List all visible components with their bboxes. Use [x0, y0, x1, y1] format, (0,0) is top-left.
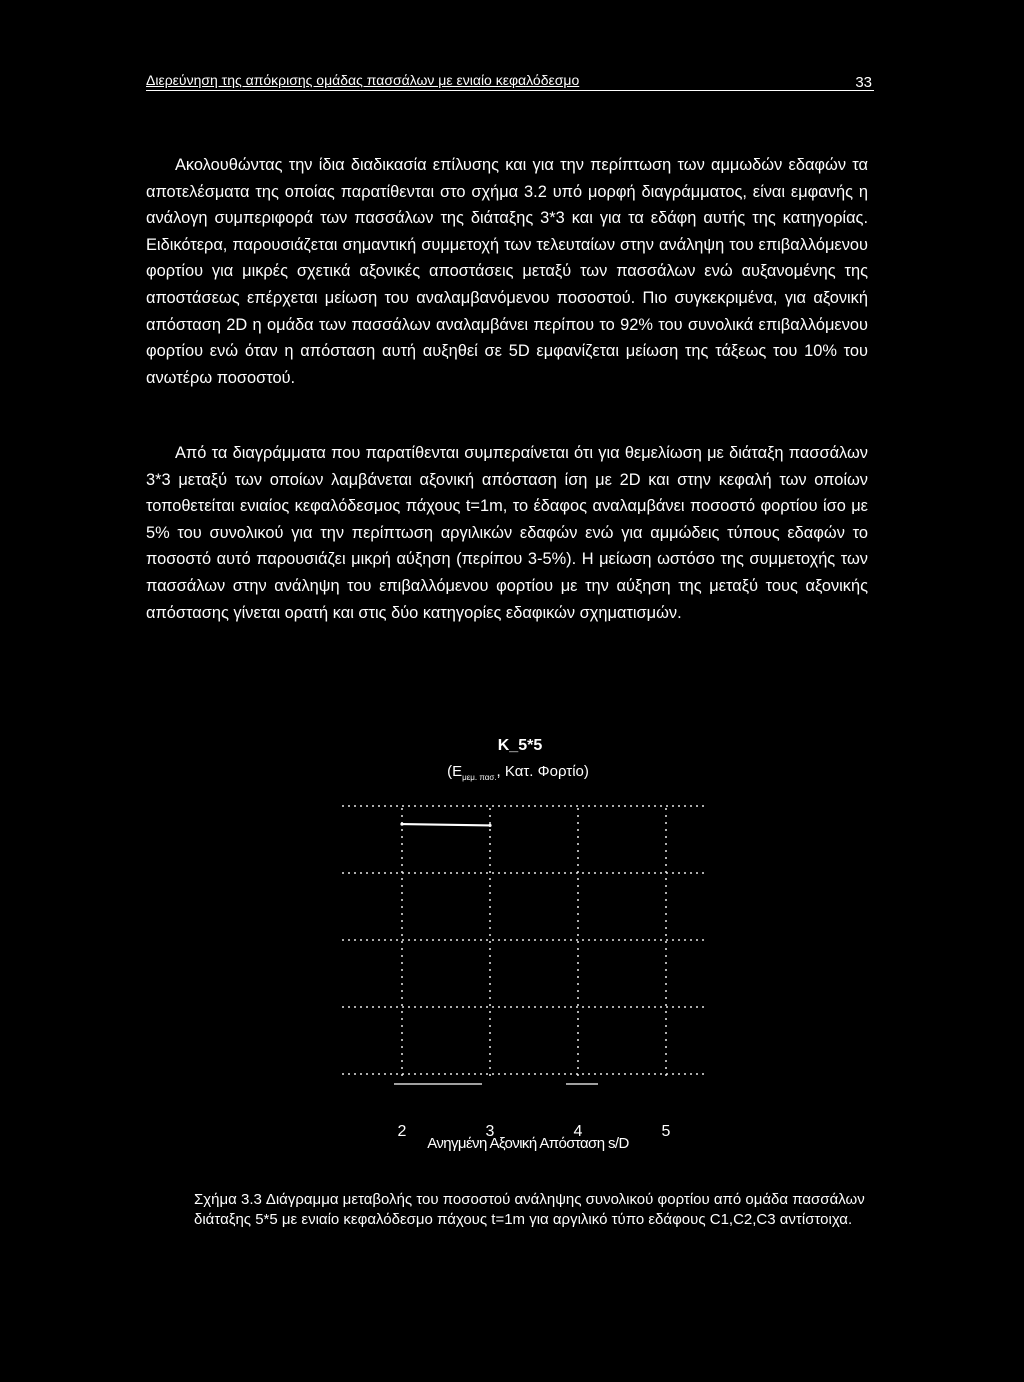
subtitle-prefix: (E — [447, 763, 463, 780]
x-tick-label-4: 4 — [573, 1123, 583, 1140]
paragraph-1: Ακολουθώντας την ίδια διαδικασία επίλυσης και για την περίπτωση των αμμωδών εδαφών τα αποτελέσματα της οποίας παρατίθενται στο σχήμα 3.2 υπό μορφή διαγράμματος, είναι εμφανής η ανάλογη συμπεριφορά των πασσάλων της διάταξης 3*3 και για τα εδάφη αυτής της κατηγορίας. Ειδικότερα, παρουσιάζεται σημαντική συμμετοχή των τελευταίων στην ανάληψη του επιβαλλόμενου φορτίου για μικρές σχετικά αξονικές αποστάσεις μεταξύ των πασσάλων ενώ αυξανομένης της αποστάσεως επέρχεται μείωση του αναλαμβανόμενου ποσοστού. Πιο συγκεκριμένα, για αξονική απόσταση 2D η ομάδα των πασσάλων αναλαμβάνει περίπου το 92% του συνολικά επιβαλλόμενου φορτίου ενώ όταν η απόσταση αυτή αυξηθεί σε 5D εμφανίζεται μείωση της τάξεως του 10% του ανωτέρω ποσοστού. — [146, 156, 868, 387]
figure-chart — [330, 728, 710, 1168]
page-number: 33 — [855, 74, 872, 91]
caption-text: Διάγραμμα μεταβολής του ποσοστού ανάληψης συνολικού φορτίου από ομάδα πασσάλων διάταξης 5*5 με ενιαίο κεφαλόδεσμο πάχους t=1m για αργιλικό τύπο εδάφους C1,C2,C3 αντίστοιχα. — [194, 1191, 865, 1228]
x-tick-label-2: 2 — [397, 1123, 407, 1140]
x-tick-label-5: 5 — [661, 1123, 671, 1140]
chart-grid — [342, 806, 706, 1084]
subtitle-sub: μεμ. πασ. — [462, 773, 497, 782]
running-header — [146, 72, 874, 91]
x-axis-label: Ανηγμένη Αξονική Απόσταση s/D — [427, 1135, 629, 1152]
data-point-C1-2 — [400, 822, 403, 825]
chart-subtitle — [447, 763, 589, 782]
data-point-C1-3 — [488, 824, 491, 827]
caption-label: Σχήμα 3.3 — [194, 1191, 262, 1208]
x-tick-label-3: 3 — [485, 1123, 495, 1140]
series-line-C1 — [402, 824, 490, 825]
figure-caption — [194, 1190, 870, 1229]
chart-marks — [400, 822, 491, 827]
running-title: Διερεύνηση της απόκρισης ομάδας πασσάλων με ενιαίο κεφαλόδεσμο — [146, 72, 580, 88]
chart-title: K_5*5 — [497, 737, 543, 754]
subtitle-suffix: , Κατ. Φορτίο) — [496, 763, 589, 780]
paragraph-2: Από τα διαγράμματα που παρατίθενται συμπεραίνεται ότι για θεμελίωση με διάταξη πασσάλων 3*3 μεταξύ των οποίων λαμβάνεται αξονική απόσταση ίση με 2D και στην κεφαλή των οποίων τοποθετείται ενιαίος κεφαλόδεσμος πάχους t=1m, το έδαφος αναλαμβάνει ποσοστό φορτίου ίσο με 5% του συνολικού για την περίπτωση αργιλικών εδαφών ενώ για αμμώδεις τύπους εδαφών το ποσοστό αυτό παρουσιάζει μικρή αύξηση (περίπου 3-5%). Η μείωση ωστόσο της συμμετοχής των πασσάλων στην ανάληψη του επιβαλλόμενου φορτίου με την αύξηση της μεταξύ τους αξονικής απόστασης γίνεται ορατή και στις δύο κατηγορίες εδαφικών σχηματισμών. — [146, 444, 868, 622]
